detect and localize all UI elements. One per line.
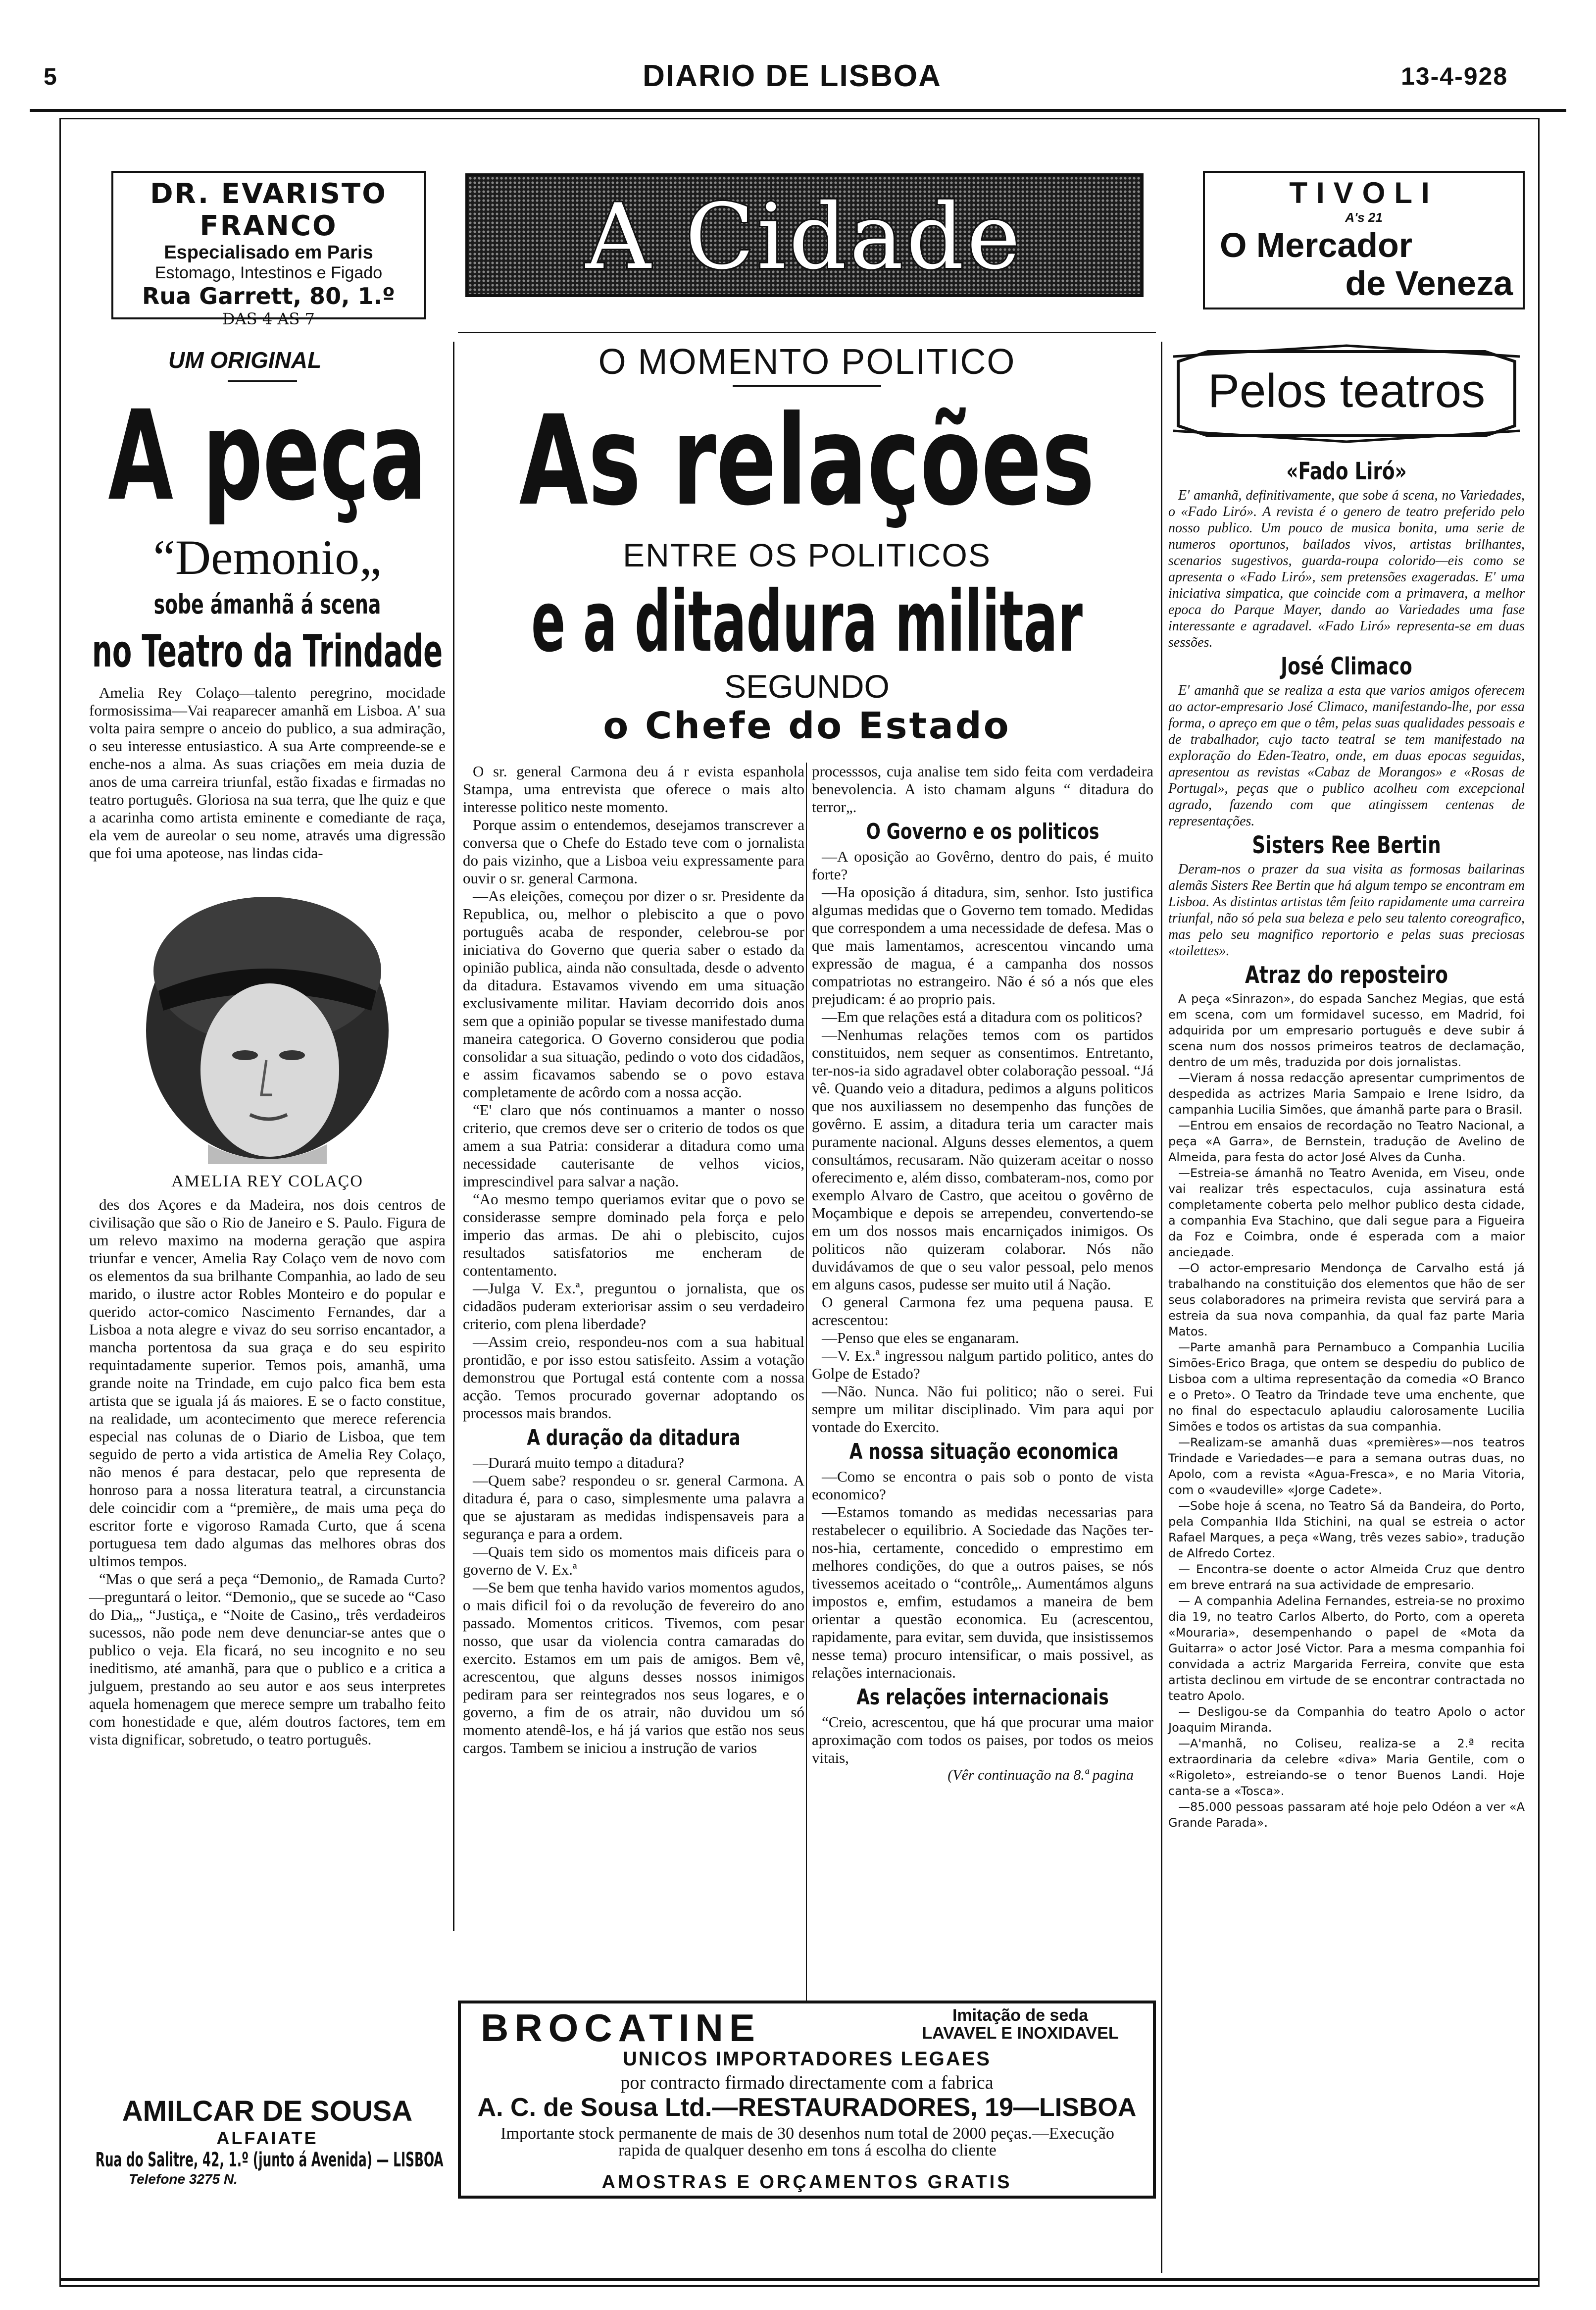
brief: —Vieram á nossa redacção apresentar cumprimentos de despedida as actrizes Maria Sampaio e Irene Isidro, da campanhia Lucilia Simões, que ámanhã parte para o Brasil. — [1168, 1071, 1525, 1117]
ad-tivoli — [1203, 171, 1525, 309]
subhead: ENTRE OS POLITICOS — [623, 537, 991, 573]
play-title: “Demonio„ — [153, 530, 382, 585]
paragraph: “Mas o que será a peça “Demonio„ de Ramada Curto?—preguntará o leitor. “Demonio„ que se sucede ao “Caso do Dia„, “Justiça„ e “Noite de Casino„ três verdadeiros sucessos, não pode nem deve denunciar-se antes que o publico o veja. Ela ficará, no seu incognito e no seu ineditismo, até amanhã, para que o publico e a critica a julguem, prestando ao seu autor e aos seus interpretes aquela homenagem que merece sempre um trabalho feito com honestidade e que, além doutros factores, tem em vista dignificar, sobretudo, o teatro português. — [89, 1570, 446, 1748]
subheading: Atraz do reposteiro — [1245, 961, 1448, 989]
paragraph: Porque assim o entendemos, desejamos transcrever a conversa que o Chefe do Estado teve com o jornalista do pais vizinho, que a Lisboa veiu expressamente para ouvir o sr. general Carmona. — [463, 816, 804, 887]
column-rule — [806, 763, 807, 2001]
headline: A peça — [108, 384, 427, 528]
subhead-venue: no Teatro da Trindade — [92, 625, 443, 677]
section-banner — [465, 173, 1144, 297]
ad-brocatine — [458, 2001, 1156, 2199]
article-column-1 — [463, 763, 804, 1757]
ad-trade: ALFAIATE — [216, 2128, 318, 2148]
ad-areas: Estomago, Intestinos e Figado — [154, 263, 383, 282]
headline-2: e a ditadura militar — [531, 573, 1083, 671]
ad-play-line1: O Mercador — [1220, 226, 1412, 264]
paragraph: —Se bem que tenha havido varios momentos agudos, o mais dificil foi o da revolução de fevereiro do ano passado. Momentos criticos. Tivemos, com pesar nosso, que usar da violencia contra camaradas do exercito. Estamos em um pais de amigos. Bem vê, acrescentou, que alguns desses nossos inimigos pediram para ser reintegrados nos seus logares, e o governo, a fim de os atrair, não duvidou um só momento atendê-los, e há já varios que estão nos seus cargos. Tambem se iniciou a instrução de varios — [463, 1579, 804, 1756]
paragraph: “Ao mesmo tempo queriamos evitar que o povo se considerasse sempre dominado pela força e pelo imperio das armas. De ahi o plebiscito, cujos resultados satisfatorios me encheram de contentamento. — [463, 1190, 804, 1279]
newspaper-title: DIARIO DE LISBOA — [643, 59, 942, 93]
subheading: A duração da ditadura — [527, 1425, 741, 1450]
paragraph: —Em que relações está a ditadura com os politicos? — [822, 1008, 1143, 1026]
paragraph: —Penso que eles se enganaram. — [822, 1329, 1019, 1346]
brief: —Entrou em ensaios de recordação no Teatro Nacional, a peça «A Garra», de Bernstein, tradução de Avelino de Almeida, para festa do actor José Alves da Cunha. — [1168, 1119, 1525, 1164]
ad-phone: Telefone 3275 N. — [129, 2171, 238, 2187]
subheading: A nossa situação economica — [849, 1439, 1119, 1464]
paragraph: —V. Ex.ª ingressou nalgum partido politico, antes do Golpe de Estado? — [812, 1347, 1153, 1382]
subheading: As relações internacionais — [856, 1685, 1109, 1710]
bottom-rule — [59, 2278, 1540, 2281]
ad-tagline — [897, 2006, 1144, 2042]
theatre-header — [1168, 342, 1525, 446]
portrait-photo — [139, 887, 396, 1164]
ad-specialty: Especialisado em Paris — [164, 242, 373, 263]
paragraph: —Estamos tomando as medidas necessarias para restabelecer o equilibrio. A Sociedade das Nações ter-nos-hia, certamente, concedido o emprestimo em melhores condições, do que a outros paises, se nós tivessemos aceitado o “contrôle„. Aumentámos alguns impostos e, emfim, estudamos a maneira de bem orientar a questão economica. Eu (acrescentou, rapidamente, para evitar, sem duvida, que insistissemos nesse tema) procuro intensificar, o mais possivel, as relações internacionais. — [812, 1503, 1153, 1681]
brief: —A'manhã, no Coliseu, realiza-se a 2.ª recita extraordinaria da celebre «diva» Maria Gentile, com o «Rigoleto», estreiando-se o tenor Buenos Landi. Hoje canta-se a «Tosca». — [1168, 1737, 1525, 1798]
article-column-2 — [812, 763, 1153, 1784]
paragraph: Amelia Rey Colaço—talento peregrino, mocidade formosissima—Vai reaparecer amanhã em Lisboa. A' sua volta paira sempre o anceio do publico, a sua admiração, o seu interesse entusiastico. A sua Arte compreende-se e enche-nos a alma. As suas criações em meia duzia de anos de uma carreira triunfal, estão fixadas e firmadas no teatro português. Gloriosa na sua terra, que lhe quiz e que a acarinha como artista eminente e comediante de raça, ela vem de aureolar o seu nome, através uma digressão que foi uma apoteose, nas lindas cida- — [89, 684, 446, 862]
ad-evaristo-franco — [111, 171, 426, 328]
news-briefs — [1168, 991, 1525, 1831]
ad-tagline-2: LAVAVEL E INOXIDAVEL — [922, 2024, 1119, 2043]
ad-contract: por contracto firmado directamente com a fabrica — [620, 2072, 994, 2093]
page-number: 5 — [44, 64, 57, 90]
subhead: sobe ámanhã á scena — [153, 589, 381, 620]
paragraph: —Como se encontra o pais sob o ponto de vista economico? — [812, 1468, 1153, 1503]
theatre-column — [1168, 342, 1525, 1831]
photo-caption: AMELIA REY COLAÇO — [171, 1172, 363, 1190]
portrait-image — [139, 887, 396, 1164]
kicker: UM ORIGINAL — [168, 347, 322, 373]
brief: —Parte amanhã para Pernambuco a Companhia Lucilia Simões-Erico Braga, que ontem se despediu do publico de Lisboa com a ultima representação da comedia «O Branco e o Preto». O Teatro da Trindade teve uma enchente, que no final do espectaculo aplaudiu calorosamente Lucilia Simões e todos os artistas da sua companhia. — [1168, 1340, 1525, 1434]
paragraph: processsos, cuja analise tem sido feita com verdadeira benevolencia. A isto chamam alguns “ ditadura do terror„. — [812, 763, 1153, 816]
paragraph: des dos Açores e da Madeira, nos dois centros de civilisação que são o Rio de Janeiro e S. Paulo. Figura de um relevo maximo na moderna geração que aspira triunfar e vencer, Amelia Ray Colaço vem de novo com os elementos da sua brilhante Companhia, ao lado de seu marido, o ilustre actor Robles Monteiro e do popular e querido actor-comico Nascimento Fernandes, dar a Lisboa a nota alegre e vivaz do seu sorriso encantador, a mancha portentosa da sua graça e do seu espirito requintadamente superior. Temos pois, amanhã, uma grande noite na Trindade, em cujo palco fica bem esta artista que se iguala já ás maiores. E se o facto constitue, na realidade, um acontecimento que merece referencia especial nas colunas de o Diario de Lisboa, que tem seguido de perto a vida artistica de Amelia Rey Colaço, não menos é para destacar, pelo que representa de honroso para a nossa literatura teatral, a circunstancia dele coincidir com a “première„ de mais uma peça do escritor forte e vigoroso Ramada Curto, que á scena portuguesa tem dado algumas das melhores obras dos ultimos tempos. — [89, 1196, 446, 1570]
ad-amilcar-de-sousa — [89, 2095, 446, 2187]
paragraph: O general Carmona fez uma pequena pausa. E acrescentou: — [812, 1293, 1153, 1329]
ad-brand: BROCATINE — [481, 2006, 761, 2050]
paragraph: —Assim creio, respondeu-nos com a sua habitual prontidão, e por isso estou satisfeito. Assim a votação demonstrou que Portugal está contente com a nossa acção. Temos procurado governar adoptando os processos mais brandos. — [463, 1333, 804, 1422]
column-rule — [453, 342, 454, 1931]
paragraph: “E' claro que nós continuamos a manter o nosso criterio, que cremos deve ser o criterio de todos os que amem a sua Patria: considerar a ditadura como uma necessidade cauterisante de velhos vicios, imprescindivel para salvar a nação. — [463, 1101, 804, 1190]
ad-theatre-name: TIVOLI — [1289, 176, 1439, 209]
brief: —O actor-empresario Mendonça de Carvalho está já trabalhando na constituição dos elementos que hão de ser seus colaboradores na primeira revista que servirá para a estreia da sua nova companhia, da qual faz parte Maria Matos. — [1168, 1261, 1525, 1338]
paragraph: —Julga V. Ex.ª, preguntou o jornalista, que os cidadãos puderam exteriorisar assim o seu verdadeiro criterio, com plena liberdade? — [463, 1280, 804, 1333]
top-rule — [30, 109, 1566, 112]
brief: — Desligou-se da Companhia do teatro Apolo o actor Joaquim Miranda. — [1168, 1705, 1525, 1735]
article-header — [460, 342, 1153, 748]
brief: —Estreia-se ámanhã no Teatro Avenida, em Viseu, onde vai realizar três espectaculos, cuja assinatura está completamente coberta pelo melhor publico desta cidade, a companhia Eva Stachino, que dali segue para a Figueira da Foz e Coimbra, onde é esperada com a maior ancieдade. — [1168, 1166, 1525, 1259]
paragraph: “Creio, acrescentou, que há que procurar uma maior aproximação com todos os paises, por todos os meios vitais, — [812, 1713, 1153, 1766]
brief: — A companhia Adelina Fernandes, estreia-se no proximo dia 19, no teatro Carlos Alberto, do Porto, com a opereta «Mouraria», desempenhando o papel de «Mota da Guitarra» o actor José Victor. Para a mesma companhia foi convidada a actriz Margarida Ferreira, convite que esta artista declinou em virtude de se encontrar contractada no teatro Apolo. — [1168, 1594, 1525, 1703]
ad-hours: DAS 4 AS 7 — [222, 309, 315, 328]
subhead-2: SEGUNDO — [724, 668, 890, 705]
brief: —Sobe hoje á scena, no Teatro Sá da Bandeira, do Porto, pela Companhia Ilda Stichini, na qual se estreia o actor Rafael Marques, a peça «Wang, três vezes sabio», tradução de Alfredo Cortez. — [1168, 1499, 1525, 1560]
header-rule — [458, 332, 1156, 333]
ad-doctor-name: DR. EVARISTO FRANCO — [150, 178, 387, 242]
issue-date: 13-4-928 — [1401, 62, 1508, 90]
ad-play-line2: de Veneza — [1345, 264, 1513, 303]
brief: A peça «Sinrazon», do espada Sanchez Megias, que está em scena, com um formidavel sucesso, em Madrid, foi adquirida por um empresario português e deve subir á scena num dos nossos primeiros teatros de declamação, dentro de um mês, traduzida por dois jornalistas. — [1168, 992, 1525, 1069]
headline-3: o Chefe do Estado — [603, 705, 1011, 747]
brief: —Realizam-se amanhã duas «premières»—nos teatros Trindade e Variedades—e para a semana outras duas, no Apolo, com a revista «Agua-Fresca», e no Maria Vitoria, com o «vaudeville» «Jorge Cadete». — [1168, 1436, 1525, 1497]
paragraph: E' amanhã, definitivamente, que sobe á scena, no Variedades, o «Fado Liró». A revista é o genero de teatro preferido pelo nosso publico. Um pouco de musica bonita, uma serie de numeros oportunos, bailados vivos, artistas brilhantes, scenarios sugestivos, guarda-roupa colorido—eis como se apresenta o «Fado Liró», sem pretensões exageradas. E' uma iniciativa simpatica, que coincide com a primavera, a melhor epoca do Parque Mayer, dando ao Variedades uma fase interessante e agradavel. «Fado Liró» representa-se em duas sessões. — [1168, 488, 1525, 650]
paragraph: —Quais tem sido os momentos mais dificeis para o governo de V. Ex.ª — [463, 1543, 804, 1578]
paragraph: —As eleições, começou por dizer o sr. Presidente da Republica, ou, melhor o plebiscito a que o povo português acaba de responder, celebrou-se por iniciativa do Governo que queria saber o estado da opinião publica, ainda não consultada, desde o advento da ditadura. Estavamos vivendo em uma situação exclusivamente militar. Haviam decorrido dois anos sem que a opinião popular se tivesse manifestado duma maneira categorica. O Governo considerou que podia consolidar a sua situação, pedindo o voto dos cidadãos, e assim ficavamos sabendo se o povo estava completamente de acôrdo com a nossa acção. — [463, 887, 804, 1101]
subheading: O Governo e os politicos — [866, 819, 1099, 844]
ad-address: Rua Garrett, 80, 1.º — [142, 283, 395, 309]
subheading: José Climaco — [1281, 653, 1412, 680]
paragraph: —Nenhumas relações temos com os partidos constituidos, nem sequer as consentimos. Entretanto, ter-nos-ia sido agradavel obter colaboração pessoal. “Já vê. Quando veio a ditadura, pedimos a alguns politicos que nos auxiliassem no desempenho das funções de govêrno. E assim, a ditadura teria um caracter mais puramente nacional. Alguns desses elementos, a quem consultámos, recusaram. Não quizeram aceitar o nosso oferecimento e, além disso, combateram-nos, como por exemplo Alvaro de Castro, que aceitou o govêrno de Moçambique e depois se arrependeu, convertendo-se em um dos nossos mais encarniçados inimigos. Os politicos não quizeram colaborar. Nós não duvidávamos de que o seu valor pessoal, pelo menos em alguns casos, pudesse ser muito util á Nação. — [812, 1026, 1153, 1293]
ad-show-time: A's 21 — [1345, 210, 1383, 225]
paragraph: —A oposição ao Govêrno, dentro do pais, é muito forte? — [812, 848, 1153, 883]
paragraph: Deram-nos o prazer da sua visita as formosas bailarinas alemãs Sisters Ree Bertin que há algum tempo se encontram em Lisboa. As distintas artistas têm feito rapidamente uma carreira triunfal, não só pela sua beleza e pelo seu talento coreografico, mas pelo seu magnifico reportorio e pelas suas preciosas «toilettes». — [1168, 862, 1525, 959]
paragraph: O sr. general Carmona deu á r evista espanhola Stampa, uma entrevista que oferece o mais alto interesse politico neste momento. — [463, 763, 804, 816]
article-demonio — [89, 347, 446, 1748]
ad-company: A. C. de Sousa Ltd.—RESTAURADORES, 19—LISBOA — [477, 2093, 1137, 2122]
ad-address: Rua do Salitre, 42, 1.º (junto á Avenida) — LISBOA — [95, 2149, 444, 2171]
subheading: «Fado Liró» — [1286, 458, 1407, 485]
paragraph: —Ha oposição á ditadura, sim, senhor. Isto justifica algumas medidas que o Governo tem tomado. Medidas que correspondem a uma necessidade de defesa. Mas o que mais lamentamos, acrescentou vincando uma expressão de magua, é a campanha dos nossos compatriotas no estrangeiro. Não é só a nós que eles prejudicam: é ao proprio pais. — [812, 883, 1153, 1008]
theatre-header-title: Pelos teatros — [1207, 364, 1486, 417]
headline: As relações — [519, 389, 1095, 533]
ad-samples: AMOSTRAS E ORÇAMENTOS GRATIS — [601, 2172, 1012, 2193]
continuation-note: (Vêr continuação na 8.ª pagina — [948, 1767, 1134, 1783]
ad-importers: UNICOS IMPORTADORES LEGAES — [623, 2048, 991, 2070]
subheading: Sisters Ree Bertin — [1252, 831, 1441, 859]
kicker: O MOMENTO POLITICO — [598, 342, 1016, 382]
paragraph: —Não. Nunca. Não fui politico; não o serei. Fui sempre um militar disciplinado. Vim para aqui por vontade do Exercito. — [812, 1383, 1153, 1436]
ad-stock: Importante stock permanente de mais de 30 desenhos num total de 2000 peças.—Execução rapida de qualquer desenho em tons á escolha do cliente — [500, 2124, 1114, 2159]
column-rule — [1161, 342, 1162, 2273]
brief: —85.000 pessoas passaram até hoje pelo Odéon a ver «A Grande Parada». — [1168, 1800, 1525, 1830]
ad-tagline-1: Imitação de seda — [952, 2006, 1088, 2025]
section-title: A Cidade — [586, 184, 1023, 289]
ad-tailor-name: AMILCAR DE SOUSA — [122, 2095, 413, 2127]
paragraph: —Durará muito tempo a ditadura? — [473, 1454, 684, 1471]
brief: — Encontra-se doente o actor Almeida Cruz que dentro em breve entrará na sua actividade de empresario. — [1168, 1562, 1525, 1592]
paragraph: E' amanhã que se realiza a esta que varios amigos oferecem ao actor-empresario José Climaco, manifestando-lhe, por essa forma, o apreço em que o têm, pelas suas qualidades pessoais e de trabalhador, cujo tacto teatral se tem manifestado na exploração do Eden-Teatro, onde, em duas epocas seguidas, apresentou as revistas «Cabaz de Morangos» e «Rosas de Portugal», peças que o publico acolheu com excepcional agrado, fazendo com que atingissem centenas de representações. — [1168, 683, 1525, 829]
paragraph: —Quem sabe? respondeu o sr. general Carmona. A ditadura é, para o caso, simplesmente uma palavra a que se ajustaram as medidas indispensaveis para a segurança e para a ordem. — [463, 1472, 804, 1542]
